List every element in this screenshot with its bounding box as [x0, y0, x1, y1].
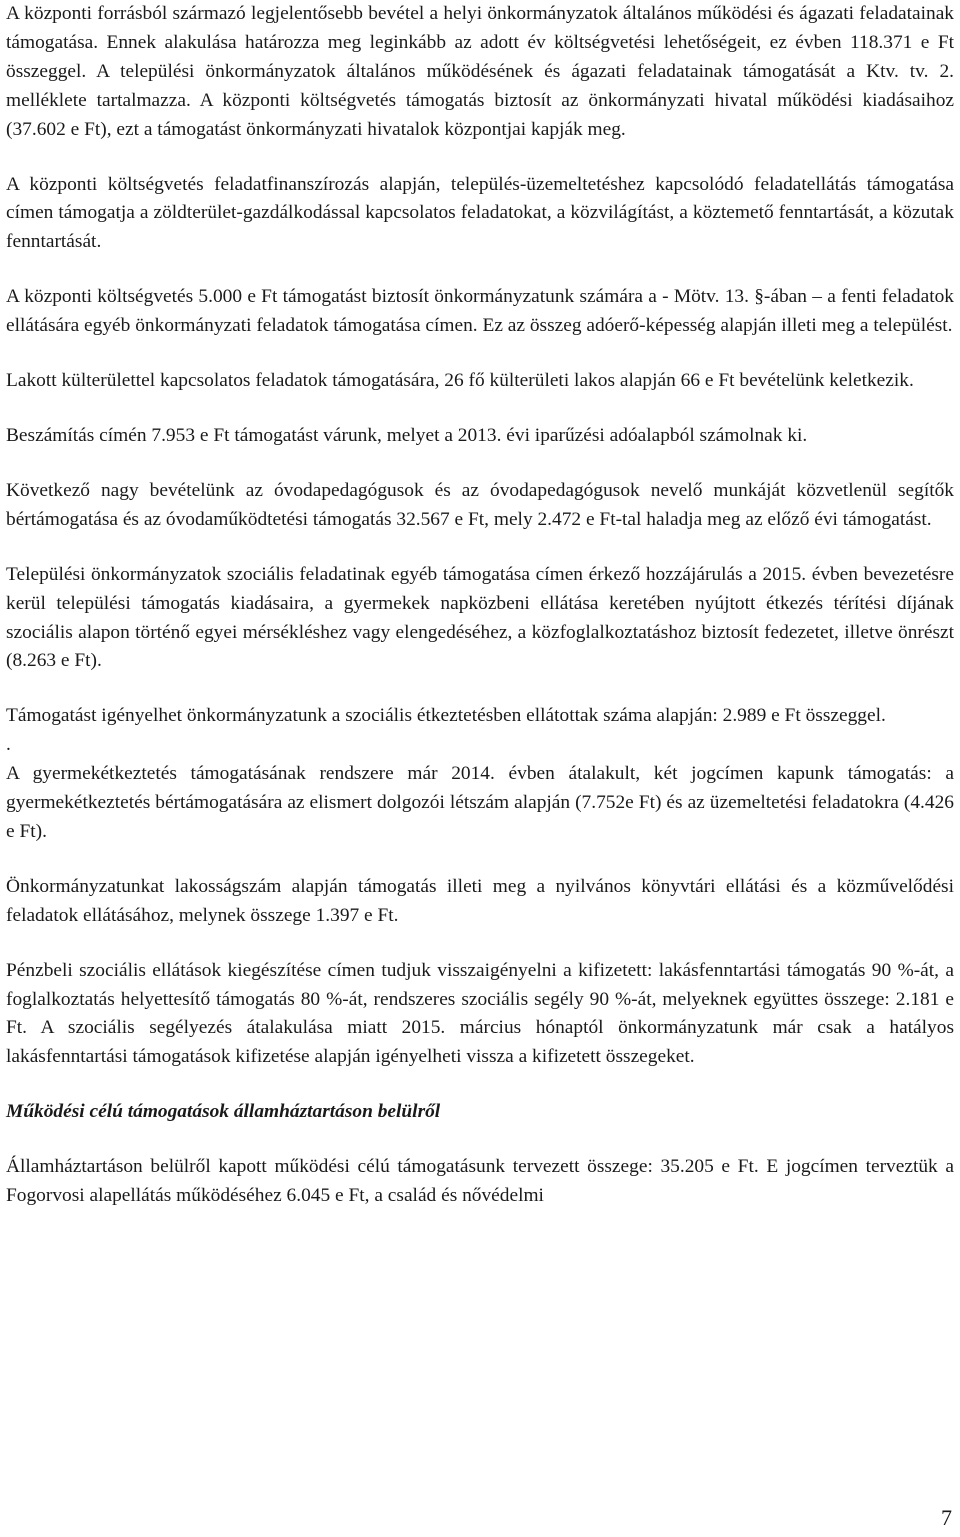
- document-page: [6, 0, 954, 1211]
- paragraph-dot: .: [6, 734, 11, 756]
- section-heading: Működési célú támogatások államháztartáson belülről: [6, 1101, 441, 1123]
- paragraph-offset: Beszámítás címén 7.953 e Ft támogatást várunk, melyet a 2013. évi iparűzési adóalapból számolnak ki.: [6, 424, 808, 446]
- paragraph-social-tasks: Települési önkormányzatok szociális feladatinak egyéb támogatása címen érkező hozzájárulás a 2015. évben bevezetésre kerül települési támogatás kiadásaira, a gyermekek napközbeni ellátása keretében nyújtott étkezés térítési díjának szociális alapon történő egyei mérsékléshez vagy elengedéséhez, a közfoglalkoztatáshoz biztosít fedezetet, illetve önrészt (8.263 e Ft).: [6, 563, 954, 672]
- paragraph-kindergarten: Következő nagy bevételünk az óvodapedagógusok és az óvodapedagógusok nevelő munkáját közvetlenül segítők bértámogatása és az óvodaműködtetési támogatás 32.567 e Ft, mely 2.472 e Ft-tal haladja meg az előző évi támogatást.: [6, 479, 954, 530]
- paragraph-cash-benefits: Pénzbeli szociális ellátások kiegészítése címen tudjuk visszaigényelni a kifizetett: lakásfenntartási támogatás 90 %-át, a foglalkoztatás helyettesítő támogatás 80 %-át, rendszeres szociális segély 90 %-át, melyeknek együttes összege: 2.181 e Ft. A szociális segélyezés átalakulása miatt 2015. március hónaptól önkormányzatunk már csak a hatályos lakásfenntartási támogatások kifizetése alapján igényelheti vissza a kifizetett összegeket.: [6, 959, 954, 1068]
- paragraph-catering: Támogatást igényelhet önkormányzatunk a szociális étkeztetésben ellátottak száma alapján: 2.989 e Ft összeggel.: [6, 705, 886, 727]
- paragraph-other-support: A központi költségvetés 5.000 e Ft támogatást biztosít önkormányzatunk számára a - Mötv. 13. §-ában – a fenti feladatok ellátására egyéb önkormányzati feladatok támogatása címen. Ez az összeg adóerő-képesség alapján illeti meg a települést.: [6, 286, 954, 337]
- paragraph-state-budget: Államháztartáson belülről kapott működési célú támogatásunk tervezett összege: 35.205 e Ft. E jogcímen terveztük a Fogorvosi alapellátás működéséhez 6.045 e Ft, a család és nővédelmi: [6, 1156, 954, 1207]
- paragraph-central-funding: A központi forrásból származó legjelentősebb bevétel a helyi önkormányzatok általános működési és ágazati feladatainak támogatása. Ennek alakulása határozza meg leginkább az adott év költségvetési lehetőségeit, ez évben 118.371 e Ft összeggel. A települési önkormányzatok általános működésének és ágazati feladatainak támogatását a Ktv. tv. 2. melléklete tartalmazza. A központi költségvetés támogatás biztosít az önkormányzati hivatal működési kiadásaihoz (37.602 e Ft), ezt a támogatást önkormányzati hivatalok központjai kapják meg.: [6, 3, 954, 140]
- paragraph-child-catering: A gyermekétkeztetés támogatásának rendszere már 2014. évben átalakult, két jogcímen kapunk támogatás: a gyermekétkeztetés bértámogatására az elismert dolgozói létszám alapján (7.752e Ft) és az üzemeltetési feladatokra (4.426 e Ft).: [6, 763, 954, 842]
- paragraph-outskirts: Lakott külterülettel kapcsolatos feladatok támogatására, 26 fő külterületi lakos alapján 66 e Ft bevételünk keletkezik.: [6, 370, 914, 392]
- paragraph-library: Önkormányzatunkat lakosságszám alapján támogatás illeti meg a nyilvános könyvtári ellátási és a közművelődési feladatok ellátásához, melynek összege 1.397 e Ft.: [6, 875, 954, 926]
- page-number: 7: [941, 1505, 952, 1530]
- paragraph-task-financing: A központi költségvetés feladatfinanszírozás alapján, település-üzemeltetéshez kapcsolódó feladatellátás támogatása címen támogatja a zöldterület-gazdálkodással kapcsolatos feladatokat, a közvilágítást, a köztemető fenntartását, a közutak fenntartását.: [6, 173, 954, 253]
